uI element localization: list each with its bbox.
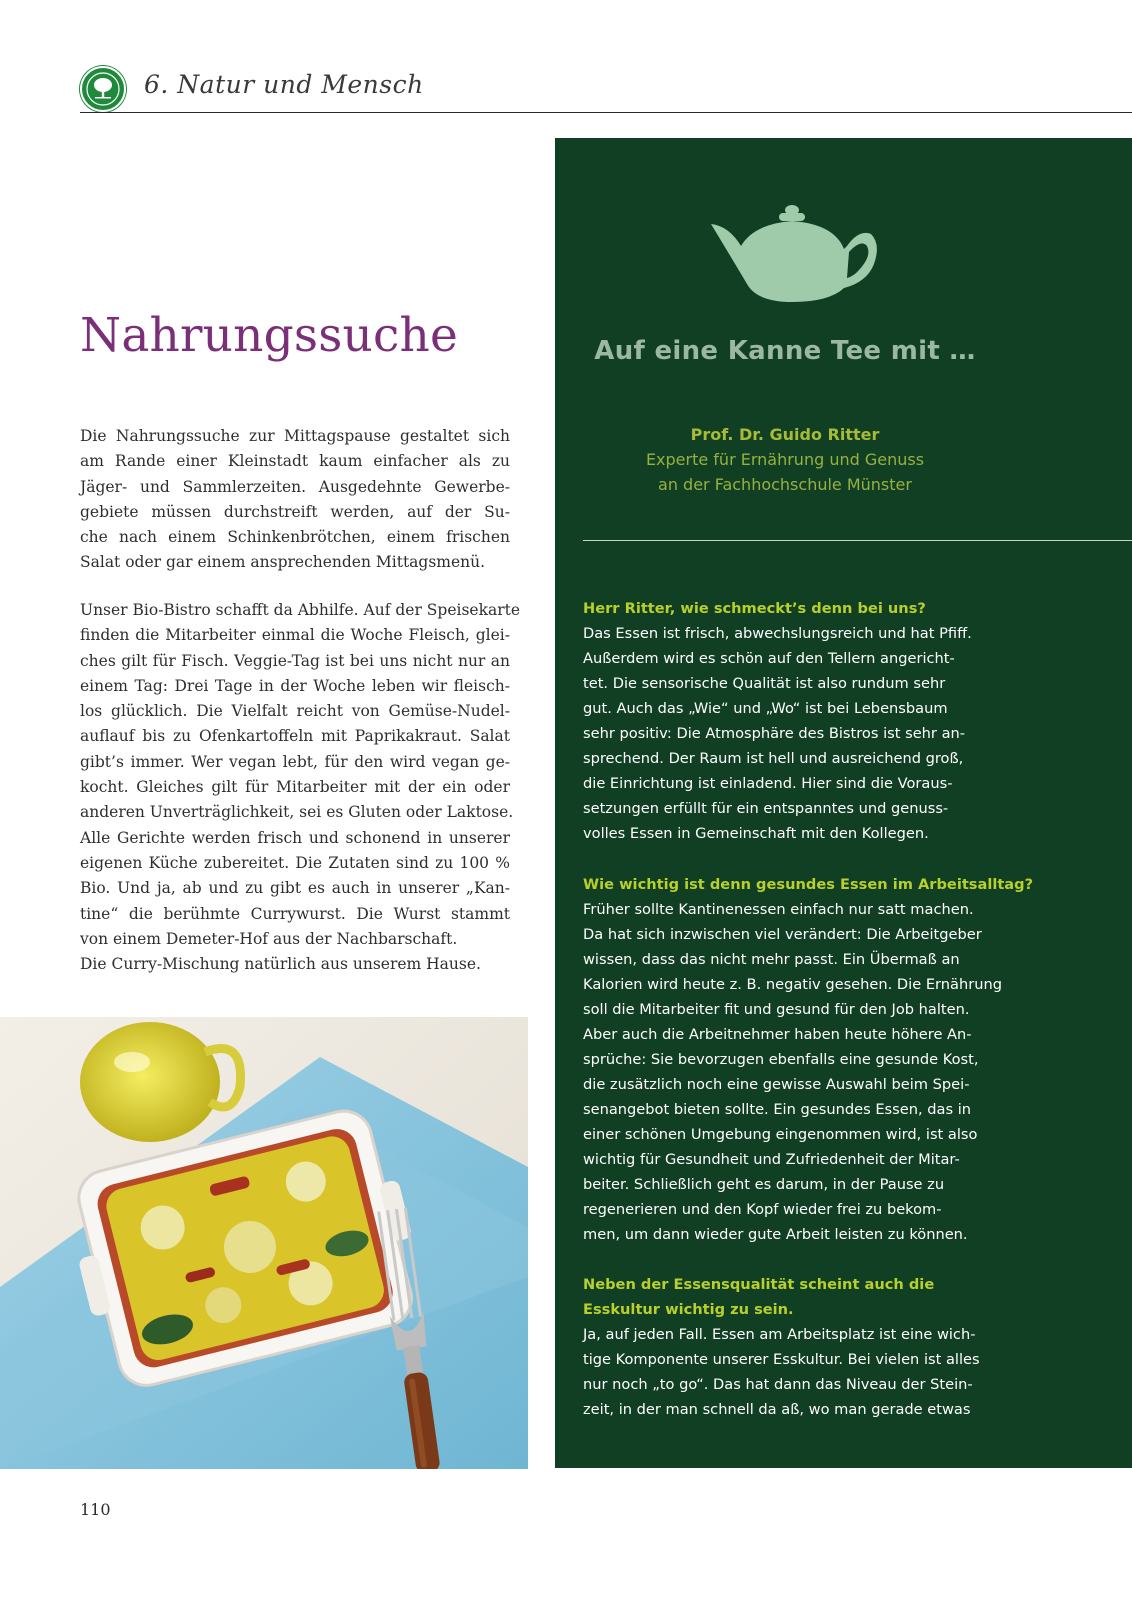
answer-line: tige Komponente unserer Esskultur. Bei vielen ist alles — [583, 1351, 980, 1368]
text-line: gebiete müssen durchstreift werden, auf der Su- — [80, 502, 510, 521]
lebensbaum-tree-logo-icon — [80, 66, 126, 112]
page-header — [80, 64, 1132, 114]
answer-line: soll die Mitarbeiter fit und gesund für den Job halten. — [583, 1001, 970, 1018]
answer-line: Aber auch die Arbeitnehmer haben heute höhere An- — [583, 1026, 972, 1043]
text-line: eigenen Küche zubereitet. Die Zutaten sind zu 100 % — [80, 853, 510, 872]
answer-line: die Einrichtung ist einladend. Hier sind die Voraus- — [583, 775, 953, 792]
answer-line: wissen, dass das nicht mehr passt. Ein Übermaß an — [583, 951, 960, 968]
text-line: Bio. Und ja, ab und zu gibt es auch in unserer „Kan- — [80, 879, 510, 898]
interview-panel — [555, 138, 1132, 1468]
answer-line: Ja, auf jeden Fall. Essen am Arbeitsplatz ist eine wich- — [583, 1326, 976, 1343]
interview-question: Wie wichtig ist denn gesundes Essen im Arbeitsalltag? — [583, 876, 1034, 893]
text-line: auflauf bis zu Ofenkartoffeln mit Paprikakraut. Salat — [80, 727, 510, 746]
interview-block — [583, 872, 1034, 1247]
text-line: ches gilt für Fisch. Veggie-Tag ist bei uns nicht nur an — [80, 651, 510, 670]
header-rule — [80, 112, 1132, 113]
answer-line: Kalorien wird heute z. B. negativ gesehen. Die Ernährung — [583, 976, 1002, 993]
page-number: 110 — [80, 1500, 111, 1519]
answer-line: die zusätzlich noch eine gewisse Auswahl beim Spei- — [583, 1076, 970, 1093]
answer-line: beiter. Schließlich geht es darum, in der Pause zu — [583, 1176, 945, 1193]
panel-title: Auf eine Kanne Tee mit … — [594, 336, 976, 366]
interview-block — [583, 1272, 1013, 1422]
article-paragraph-2 — [80, 598, 521, 977]
text-line: Jäger- und Sammlerzeiten. Ausgedehnte Gewerbe- — [80, 477, 510, 496]
teapot-icon — [709, 204, 879, 308]
text-line: anderen Unverträglichkeit, sei es Gluten oder Laktose. — [80, 803, 514, 822]
interview-question: Herr Ritter, wie schmeckt’s denn bei uns? — [583, 600, 926, 617]
article-title: Nahrungssuche — [80, 308, 459, 363]
answer-line: sprechend. Der Raum ist hell und ausreichend groß, — [583, 750, 964, 767]
answer-line: Da hat sich inzwischen viel verändert: Die Arbeitgeber — [583, 926, 982, 943]
text-line: Die Nahrungssuche zur Mittagspause gestaltet sich — [80, 427, 510, 445]
text-line: gibt’s immer. Wer vegan lebt, für den wird vegan ge- — [80, 752, 510, 771]
answer-line: setzungen erfüllt für ein entspanntes und genuss- — [583, 800, 949, 817]
answer-line: Früher sollte Kantinenessen einfach nur satt machen. — [583, 901, 974, 918]
text-line: von einem Demeter-Hof aus der Nachbarschaft. — [80, 929, 458, 948]
interview-question: Neben der Essensqualität scheint auch die — [583, 1276, 935, 1293]
answer-line: Das Essen ist frisch, abwechslungsreich und hat Pfiff. — [583, 625, 972, 642]
text-line: Alle Gerichte werden frisch und schonend in unserer — [80, 828, 510, 847]
answer-line: gut. Auch das „Wie“ und „Wo“ ist bei Lebensbaum — [583, 700, 948, 717]
article-paragraph-1 — [80, 424, 510, 576]
text-line: am Rande einer Kleinstadt kaum einfacher als zu — [80, 452, 510, 471]
answer-line: nur noch „to go“. Das hat dann das Niveau der Stein- — [583, 1376, 973, 1393]
chapter-title: 6. Natur und Mensch — [144, 70, 424, 99]
answer-line: Außerdem wird es schön auf den Tellern angericht- — [583, 650, 955, 667]
answer-line: men, um dann wieder gute Arbeit leisten zu können. — [583, 1226, 968, 1243]
text-line: Salat oder gar einem ansprechenden Mittagsmenü. — [80, 553, 486, 572]
interview-question: Esskultur wichtig zu sein. — [583, 1301, 794, 1318]
expert-info — [555, 422, 1015, 497]
answer-line: sehr positiv: Die Atmosphäre des Bistros ist sehr an- — [583, 725, 966, 742]
text-line: einem Tag: Drei Tage in der Woche leben wir fleisch- — [80, 676, 510, 695]
text-line: Die Curry-Mischung natürlich aus unserem Hause. — [80, 955, 481, 974]
text-line: che nach einem Schinkenbrötchen, einem frischen — [80, 528, 510, 547]
interview-block — [583, 596, 1013, 846]
answer-line: zeit, in der man schnell da aß, wo man gerade etwas — [583, 1401, 971, 1418]
answer-line: wichtig für Gesundheit und Zufriedenheit der Mitar- — [583, 1151, 960, 1168]
panel-divider — [583, 540, 1132, 541]
answer-line: einer schönen Umgebung eingenommen wird, ist also — [583, 1126, 978, 1143]
expert-role-line: Experte für Ernährung und Genuss — [645, 450, 925, 469]
answer-line: regenerieren und den Kopf wieder frei zu bekom- — [583, 1201, 942, 1218]
answer-line: volles Essen in Gemeinschaft mit den Kollegen. — [583, 825, 929, 842]
text-line: Unser Bio-Bistro schafft da Abhilfe. Auf der Speisekarte — [80, 601, 521, 619]
text-line: los glücklich. Die Vielfalt reicht von Gemüse-Nudel- — [80, 702, 510, 721]
answer-line: sprüche: Sie bevorzugen ebenfalls eine gesunde Kost, — [583, 1051, 979, 1068]
expert-role-line: an der Fachhochschule Münster — [658, 475, 912, 494]
text-line: finden die Mitarbeiter einmal die Woche Fleisch, glei- — [80, 626, 510, 645]
text-line: tine“ die berühmte Currywurst. Die Wurst stammt — [80, 904, 510, 923]
expert-name: Prof. Dr. Guido Ritter — [690, 425, 880, 444]
text-line: kocht. Gleiches gilt für Mitarbeiter mit der ein oder — [80, 778, 510, 797]
answer-line: senangebot bieten sollte. Ein gesundes Essen, das in — [583, 1101, 972, 1118]
food-photo — [0, 1017, 528, 1469]
answer-line: tet. Die sensorische Qualität ist also rundum sehr — [583, 675, 946, 692]
